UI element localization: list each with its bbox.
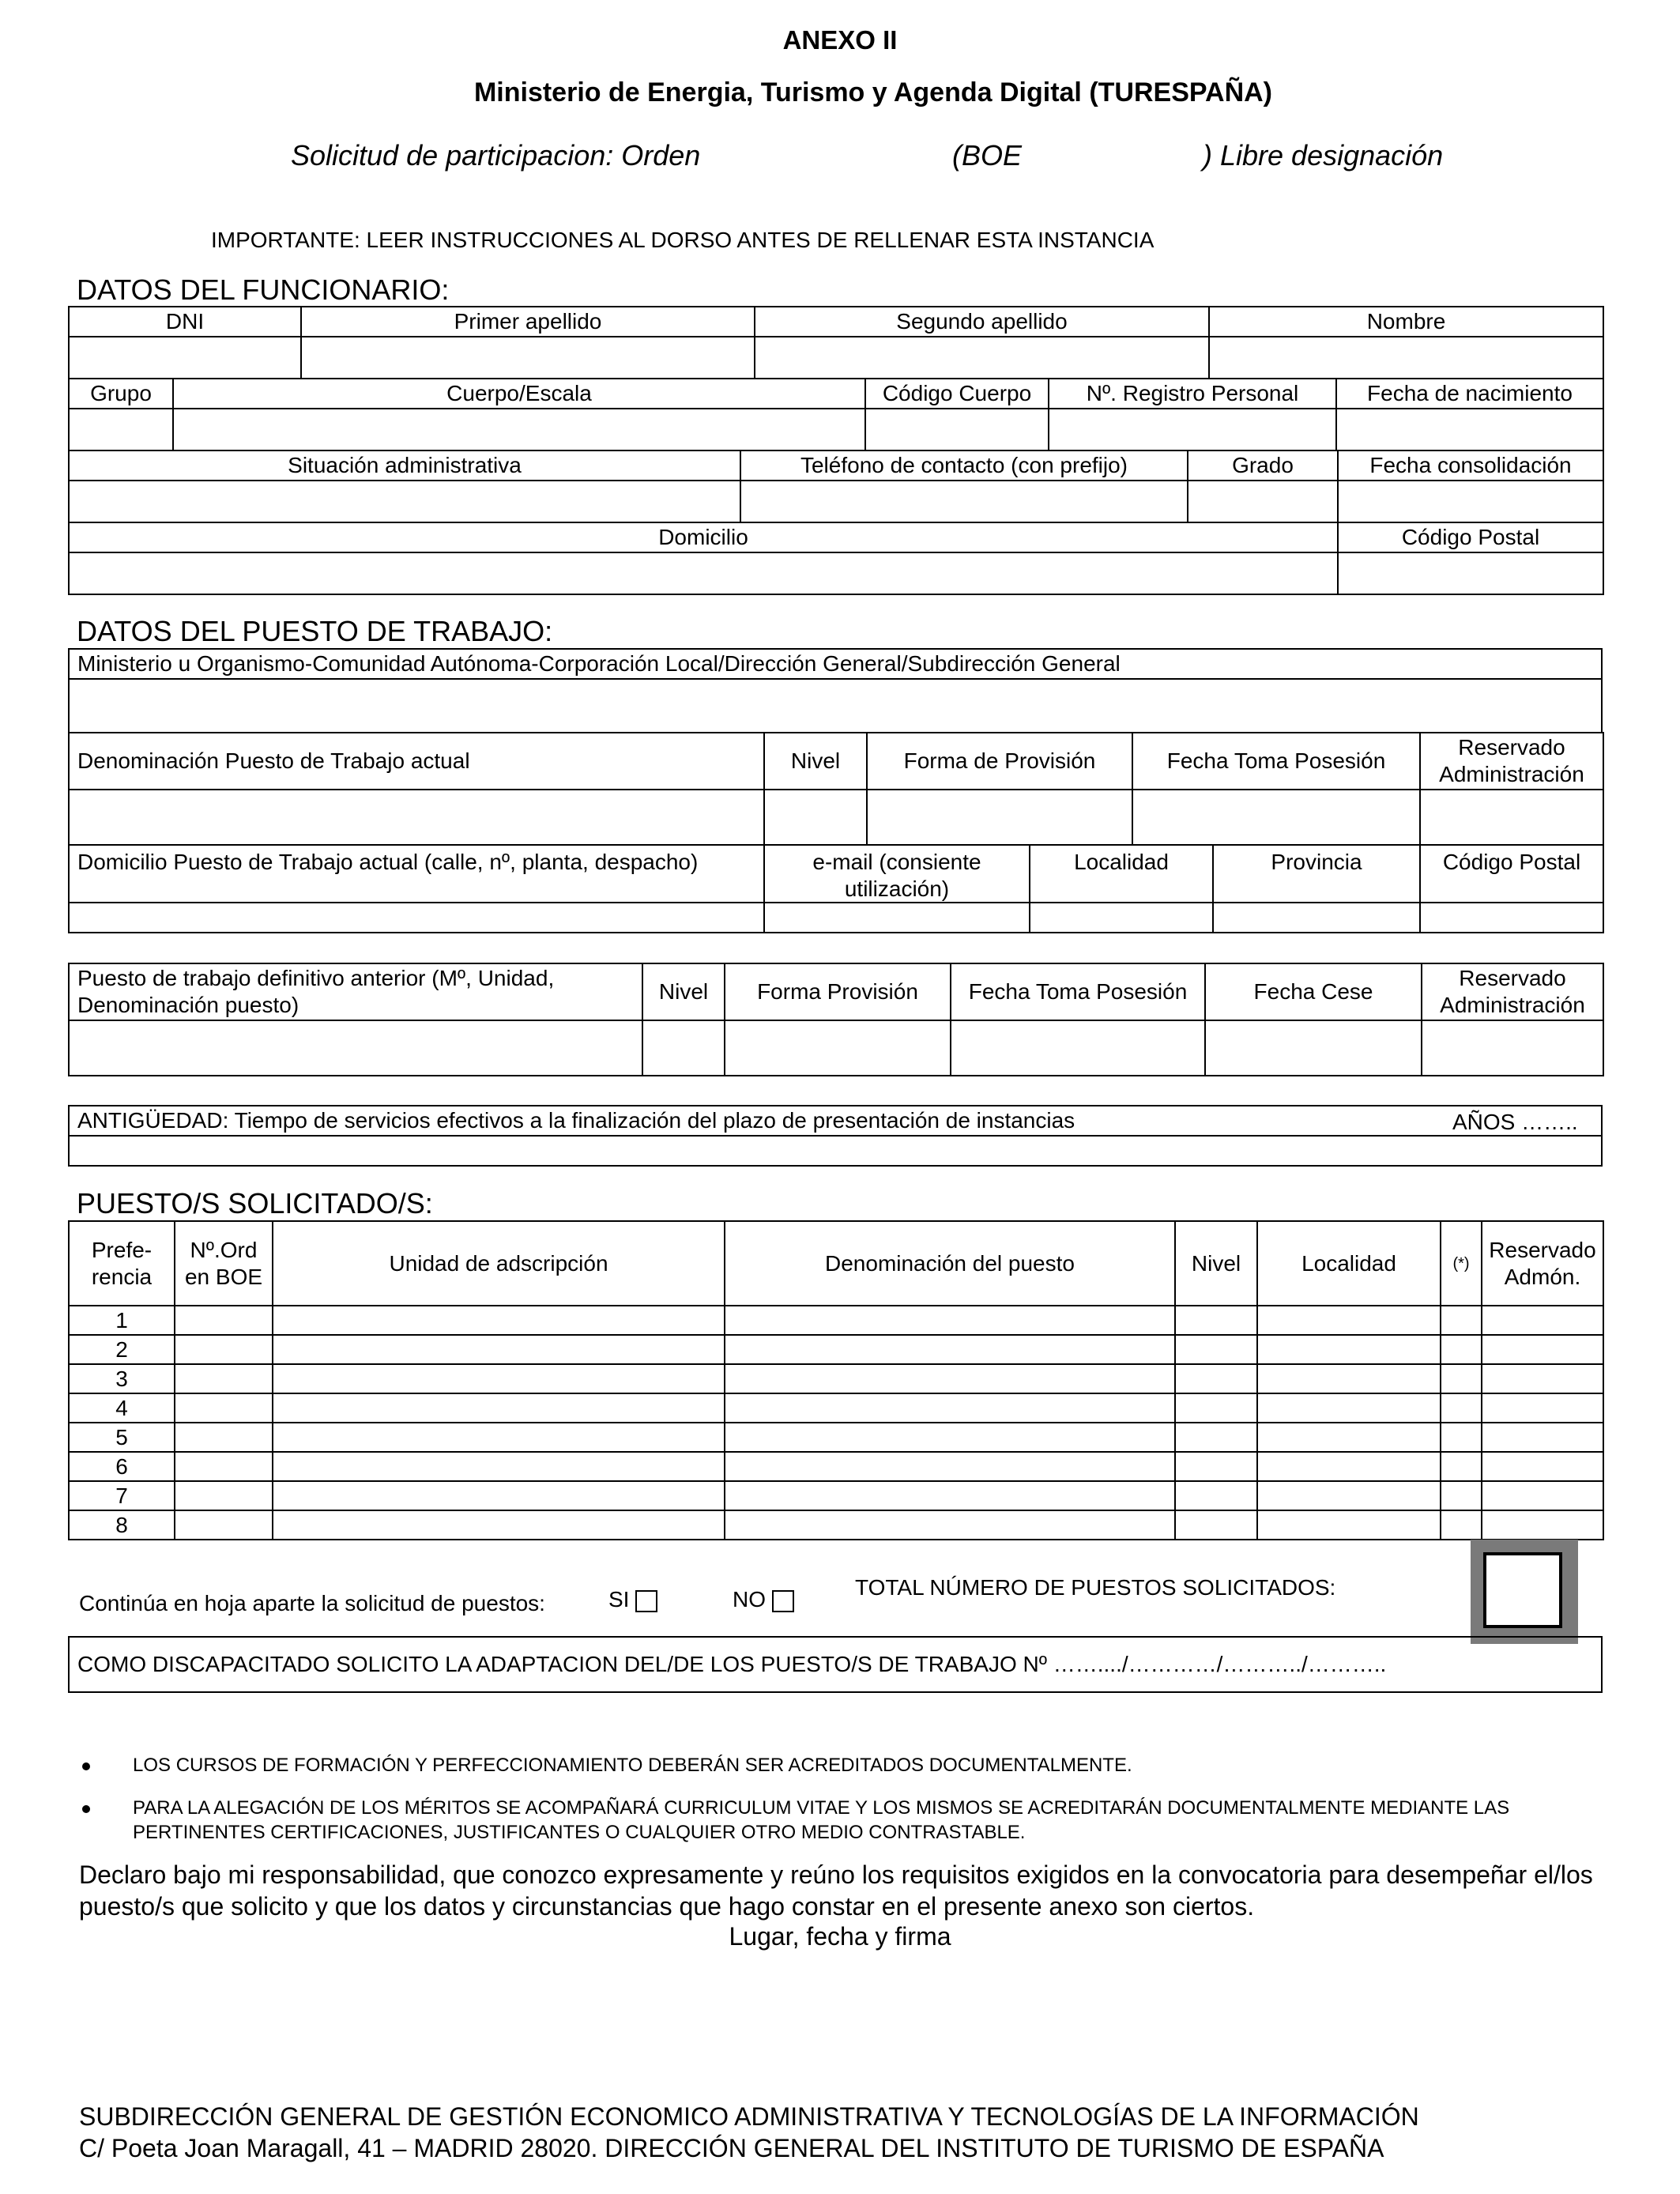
solicitados-cell[interactable] bbox=[273, 1335, 725, 1364]
discapacitado-table bbox=[68, 1636, 1603, 1693]
funcionario-table-4 bbox=[68, 522, 1604, 595]
col-email: e-mail (consiente utilización) bbox=[764, 845, 1030, 903]
solicitados-cell[interactable] bbox=[1482, 1364, 1603, 1393]
col-codigo-postal-puesto: Código Postal bbox=[1420, 845, 1603, 903]
situacion-field[interactable] bbox=[69, 481, 740, 522]
solicitados-cell[interactable] bbox=[725, 1335, 1175, 1364]
col-asterisco: (*) bbox=[1441, 1221, 1482, 1306]
puesto-anterior-field[interactable] bbox=[69, 1020, 642, 1076]
email-field[interactable] bbox=[764, 903, 1030, 933]
reservado-field[interactable] bbox=[1420, 790, 1603, 845]
solicitados-cell[interactable] bbox=[1257, 1510, 1441, 1540]
solicitados-cell[interactable] bbox=[273, 1393, 725, 1423]
discapacitado-text: COMO DISCAPACITADO SOLICITO LA ADAPTACION DEL/DE LOS PUESTO/S DE TRABAJO Nº ……..../…………/………../……….. bbox=[69, 1637, 1602, 1692]
row-number: 8 bbox=[69, 1510, 175, 1540]
organismo-field[interactable] bbox=[69, 679, 1602, 733]
col-nivel-sol: Nivel bbox=[1175, 1221, 1257, 1306]
funcionario-table-2 bbox=[68, 378, 1604, 451]
col-codigo-postal: Código Postal bbox=[1338, 522, 1603, 552]
no-option[interactable] bbox=[733, 1587, 794, 1612]
col-registro-personal: Nº. Registro Personal bbox=[1049, 379, 1336, 409]
solicitados-cell[interactable] bbox=[175, 1393, 273, 1423]
bullet-meritos: PARA LA ALEGACIÓN DE LOS MÉRITOS SE ACOMPAÑARÁ CURRICULUM VITAE Y LOS MISMOS SE ACREDITARÁN DOCUMENTALMENTE MEDIANTE LAS PERTINENTES CERTIFICACIONES, JUSTIFICANTES O CUALQUIER OTRO MEDIO CONTRASTABLE. bbox=[133, 1797, 1510, 1844]
solicitados-cell[interactable] bbox=[175, 1335, 273, 1364]
solicitados-cell[interactable] bbox=[725, 1452, 1175, 1481]
solicitados-cell[interactable] bbox=[725, 1364, 1175, 1393]
antiguedad-row bbox=[69, 1106, 1602, 1136]
solicitados-cell[interactable] bbox=[1175, 1452, 1257, 1481]
codigo-cuerpo-field[interactable] bbox=[865, 409, 1049, 450]
col-fecha-toma-anterior: Fecha Toma Posesión bbox=[951, 963, 1205, 1020]
nivel-field[interactable] bbox=[764, 790, 867, 845]
solicitados-cell[interactable] bbox=[725, 1481, 1175, 1510]
col-grado: Grado bbox=[1188, 450, 1338, 481]
nivel-anterior-field[interactable] bbox=[642, 1020, 725, 1076]
solicitados-cell[interactable] bbox=[1441, 1481, 1482, 1510]
solicitados-cell[interactable] bbox=[1175, 1481, 1257, 1510]
si-checkbox[interactable] bbox=[635, 1590, 657, 1612]
localidad-field[interactable] bbox=[1030, 903, 1213, 933]
firma-label: Lugar, fecha y firma bbox=[729, 1922, 951, 1951]
solicitados-cell[interactable] bbox=[175, 1481, 273, 1510]
col-fecha-consolidacion: Fecha consolidación bbox=[1338, 450, 1603, 481]
solicitados-cell[interactable] bbox=[1482, 1423, 1603, 1452]
solicitados-cell[interactable] bbox=[725, 1306, 1175, 1335]
solicitados-cell[interactable] bbox=[1441, 1335, 1482, 1364]
solicitados-cell[interactable] bbox=[1257, 1306, 1441, 1335]
col-telefono: Teléfono de contacto (con prefijo) bbox=[740, 450, 1188, 481]
col-grupo: Grupo bbox=[69, 379, 173, 409]
table-row bbox=[69, 1510, 1603, 1540]
solicitados-cell[interactable] bbox=[273, 1510, 725, 1540]
request-boe: (BOE bbox=[952, 139, 1023, 172]
solicitados-cell[interactable] bbox=[175, 1510, 273, 1540]
col-localidad: Localidad bbox=[1030, 845, 1213, 903]
fecha-consolidacion-field[interactable] bbox=[1338, 481, 1603, 522]
footer-line1: SUBDIRECCIÓN GENERAL DE GESTIÓN ECONOMICO ADMINISTRATIVA Y TECNOLOGÍAS DE LA INFORMACIÓN bbox=[79, 2102, 1419, 2131]
no-label: NO bbox=[733, 1587, 766, 1612]
col-segundo-apellido: Segundo apellido bbox=[755, 307, 1209, 337]
footer-line2: C/ Poeta Joan Maragall, 41 – MADRID 28020. DIRECCIÓN GENERAL DEL INSTITUTO DE TURISMO DE ESPAÑA bbox=[79, 2134, 1384, 2162]
puesto-domicilio-table bbox=[68, 844, 1604, 933]
solicitados-cell[interactable] bbox=[273, 1306, 725, 1335]
table-row bbox=[69, 1306, 1603, 1335]
bullet-icon bbox=[82, 1762, 90, 1770]
codigo-postal-puesto-field[interactable] bbox=[1420, 903, 1603, 933]
solicitados-cell[interactable] bbox=[725, 1393, 1175, 1423]
row-number: 7 bbox=[69, 1481, 175, 1510]
registro-personal-field[interactable] bbox=[1049, 409, 1336, 450]
no-checkbox[interactable] bbox=[772, 1590, 794, 1612]
request-text: Solicitud de participacion: Orden bbox=[291, 139, 701, 172]
solicitados-cell[interactable] bbox=[1175, 1393, 1257, 1423]
solicitados-cell[interactable] bbox=[1482, 1306, 1603, 1335]
row-number: 4 bbox=[69, 1393, 175, 1423]
table-row bbox=[69, 1335, 1603, 1364]
puesto-actual-table bbox=[68, 732, 1604, 846]
solicitados-cell[interactable] bbox=[1441, 1452, 1482, 1481]
solicitados-cell[interactable] bbox=[273, 1364, 725, 1393]
solicitados-cell[interactable] bbox=[725, 1510, 1175, 1540]
section-funcionario: DATOS DEL FUNCIONARIO: bbox=[77, 273, 450, 306]
antiguedad-label: ANTIGÜEDAD: Tiempo de servicios efectivos a la finalización del plazo de presentación de instancias bbox=[77, 1108, 1075, 1133]
row-number: 3 bbox=[69, 1364, 175, 1393]
declaracion-text: Declaro bajo mi responsabilidad, que conozco expresamente y reúno los requisitos exigidos en la convocatoria para desempeñar el/los puesto/s que solicito y que los datos y circunstancias que hago constar en el presente anexo son ciertos. bbox=[79, 1860, 1593, 1921]
solicitados-cell[interactable] bbox=[1257, 1335, 1441, 1364]
fecha-toma-anterior-field[interactable] bbox=[951, 1020, 1205, 1076]
antiguedad-field[interactable] bbox=[69, 1136, 1602, 1166]
col-fecha-cese: Fecha Cese bbox=[1205, 963, 1422, 1020]
cuerpo-escala-field[interactable] bbox=[173, 409, 865, 450]
solicitados-cell[interactable] bbox=[1482, 1452, 1603, 1481]
solicitados-cell[interactable] bbox=[1441, 1306, 1482, 1335]
segundo-apellido-field[interactable] bbox=[755, 337, 1209, 379]
annex-title: ANEXO II bbox=[782, 25, 898, 55]
continua-label: Continúa en hoja aparte la solicitud de puestos: bbox=[79, 1591, 545, 1615]
solicitados-cell[interactable] bbox=[1441, 1364, 1482, 1393]
solicitados-cell[interactable] bbox=[1441, 1393, 1482, 1423]
grupo-field[interactable] bbox=[69, 409, 173, 450]
table-row bbox=[69, 1364, 1603, 1393]
solicitados-cell[interactable] bbox=[273, 1423, 725, 1452]
total-box-frame bbox=[1471, 1540, 1578, 1644]
primer-apellido-field[interactable] bbox=[301, 337, 755, 379]
si-option[interactable] bbox=[608, 1587, 657, 1612]
section-puesto: DATOS DEL PUESTO DE TRABAJO: bbox=[77, 615, 553, 647]
provincia-field[interactable] bbox=[1213, 903, 1420, 933]
col-situacion: Situación administrativa bbox=[69, 450, 740, 481]
solicitados-cell[interactable] bbox=[1175, 1335, 1257, 1364]
funcionario-table-3 bbox=[68, 450, 1604, 523]
solicitados-cell[interactable] bbox=[1175, 1364, 1257, 1393]
col-cuerpo-escala: Cuerpo/Escala bbox=[173, 379, 865, 409]
telefono-field[interactable] bbox=[740, 481, 1188, 522]
fecha-nacimiento-field[interactable] bbox=[1336, 409, 1603, 450]
solicitados-table bbox=[68, 1220, 1604, 1540]
dni-field[interactable] bbox=[69, 337, 301, 379]
col-forma-provision: Forma de Provisión bbox=[867, 733, 1132, 790]
col-domicilio: Domicilio bbox=[69, 522, 1338, 552]
solicitados-cell[interactable] bbox=[1175, 1510, 1257, 1540]
solicitados-cell[interactable] bbox=[1482, 1335, 1603, 1364]
solicitados-cell[interactable] bbox=[175, 1423, 273, 1452]
solicitados-cell[interactable] bbox=[1257, 1393, 1441, 1423]
solicitados-cell[interactable] bbox=[1441, 1510, 1482, 1540]
solicitados-cell[interactable] bbox=[175, 1452, 273, 1481]
antiguedad-years: AÑOS …….. bbox=[1452, 1110, 1578, 1134]
col-preferencia: Prefe-rencia bbox=[69, 1221, 175, 1306]
col-forma-provision-anterior: Forma Provisión bbox=[725, 963, 951, 1020]
solicitados-cell[interactable] bbox=[1257, 1364, 1441, 1393]
domicilio-puesto-field[interactable] bbox=[69, 903, 764, 933]
table-row bbox=[69, 1393, 1603, 1423]
bullet-cursos: LOS CURSOS DE FORMACIÓN Y PERFECCIONAMIENTO DEBERÁN SER ACREDITADOS DOCUMENTALMENTE. bbox=[133, 1755, 1132, 1776]
domicilio-field[interactable] bbox=[69, 552, 1338, 594]
col-nivel-anterior: Nivel bbox=[642, 963, 725, 1020]
table-row bbox=[69, 1452, 1603, 1481]
solicitados-cell[interactable] bbox=[1482, 1481, 1603, 1510]
row-number: 6 bbox=[69, 1452, 175, 1481]
ministry-title: Ministerio de Energia, Turismo y Agenda Digital (TURESPAÑA) bbox=[473, 77, 1273, 107]
grado-field[interactable] bbox=[1188, 481, 1338, 522]
forma-provision-field[interactable] bbox=[867, 790, 1132, 845]
col-reservado-anterior: Reservado Administración bbox=[1422, 963, 1603, 1020]
bullet-icon bbox=[82, 1805, 90, 1813]
col-reservado-sol: Reservado Admón. bbox=[1482, 1221, 1603, 1306]
solicitados-cell[interactable] bbox=[1175, 1423, 1257, 1452]
solicitados-cell[interactable] bbox=[725, 1423, 1175, 1452]
solicitados-cell[interactable] bbox=[1257, 1481, 1441, 1510]
solicitados-cell[interactable] bbox=[1257, 1423, 1441, 1452]
col-dni: DNI bbox=[69, 307, 301, 337]
total-label: TOTAL NÚMERO DE PUESTOS SOLICITADOS: bbox=[855, 1575, 1336, 1600]
section-solicitados: PUESTO/S SOLICITADO/S: bbox=[77, 1187, 433, 1220]
denominacion-actual-field[interactable] bbox=[69, 790, 764, 845]
fecha-toma-field[interactable] bbox=[1132, 790, 1420, 845]
col-nivel: Nivel bbox=[764, 733, 867, 790]
solicitados-cell[interactable] bbox=[1175, 1306, 1257, 1335]
solicitados-cell[interactable] bbox=[1482, 1510, 1603, 1540]
si-label: SI bbox=[608, 1587, 630, 1612]
solicitados-cell[interactable] bbox=[175, 1306, 273, 1335]
col-fecha-nacimiento: Fecha de nacimiento bbox=[1336, 379, 1603, 409]
solicitados-cell[interactable] bbox=[175, 1364, 273, 1393]
col-localidad-sol: Localidad bbox=[1257, 1221, 1441, 1306]
table-row bbox=[69, 1481, 1603, 1510]
col-provincia: Provincia bbox=[1213, 845, 1420, 903]
col-nord-boe: Nº.Ord en BOE bbox=[175, 1221, 273, 1306]
reservado-anterior-field[interactable] bbox=[1422, 1020, 1603, 1076]
important-note: IMPORTANTE: LEER INSTRUCCIONES AL DORSO ANTES DE RELLENAR ESTA INSTANCIA bbox=[211, 228, 1155, 252]
puesto-org-table bbox=[68, 648, 1603, 733]
col-primer-apellido: Primer apellido bbox=[301, 307, 755, 337]
col-denominacion-actual: Denominación Puesto de Trabajo actual bbox=[69, 733, 764, 790]
solicitados-cell[interactable] bbox=[273, 1452, 725, 1481]
forma-provision-anterior-field[interactable] bbox=[725, 1020, 951, 1076]
anterior-table bbox=[68, 963, 1604, 1076]
table-row bbox=[69, 1423, 1603, 1452]
row-number: 2 bbox=[69, 1335, 175, 1364]
col-denominacion: Denominación del puesto bbox=[725, 1221, 1175, 1306]
col-puesto-anterior: Puesto de trabajo definitivo anterior (Mº, Unidad, Denominación puesto) bbox=[69, 963, 642, 1020]
fecha-cese-field[interactable] bbox=[1205, 1020, 1422, 1076]
funcionario-table bbox=[68, 306, 1604, 379]
antiguedad-table bbox=[68, 1105, 1603, 1167]
row-number: 5 bbox=[69, 1423, 175, 1452]
nombre-field[interactable] bbox=[1209, 337, 1603, 379]
solicitados-cell[interactable] bbox=[273, 1481, 725, 1510]
total-box-input[interactable] bbox=[1483, 1552, 1562, 1628]
codigo-postal-field[interactable] bbox=[1338, 552, 1603, 594]
col-reservado: Reservado Administración bbox=[1420, 733, 1603, 790]
solicitados-cell[interactable] bbox=[1257, 1452, 1441, 1481]
row-number: 1 bbox=[69, 1306, 175, 1335]
col-organismo: Ministerio u Organismo-Comunidad Autónoma-Corporación Local/Dirección General/Subdirección General bbox=[69, 649, 1602, 679]
col-nombre: Nombre bbox=[1209, 307, 1603, 337]
col-codigo-cuerpo: Código Cuerpo bbox=[865, 379, 1049, 409]
solicitados-cell[interactable] bbox=[1441, 1423, 1482, 1452]
col-fecha-toma: Fecha Toma Posesión bbox=[1132, 733, 1420, 790]
solicitados-cell[interactable] bbox=[1482, 1393, 1603, 1423]
col-unidad: Unidad de adscripción bbox=[273, 1221, 725, 1306]
col-domicilio-puesto: Domicilio Puesto de Trabajo actual (calle, nº, planta, despacho) bbox=[69, 845, 764, 903]
request-designation: ) Libre designación bbox=[1203, 139, 1444, 172]
